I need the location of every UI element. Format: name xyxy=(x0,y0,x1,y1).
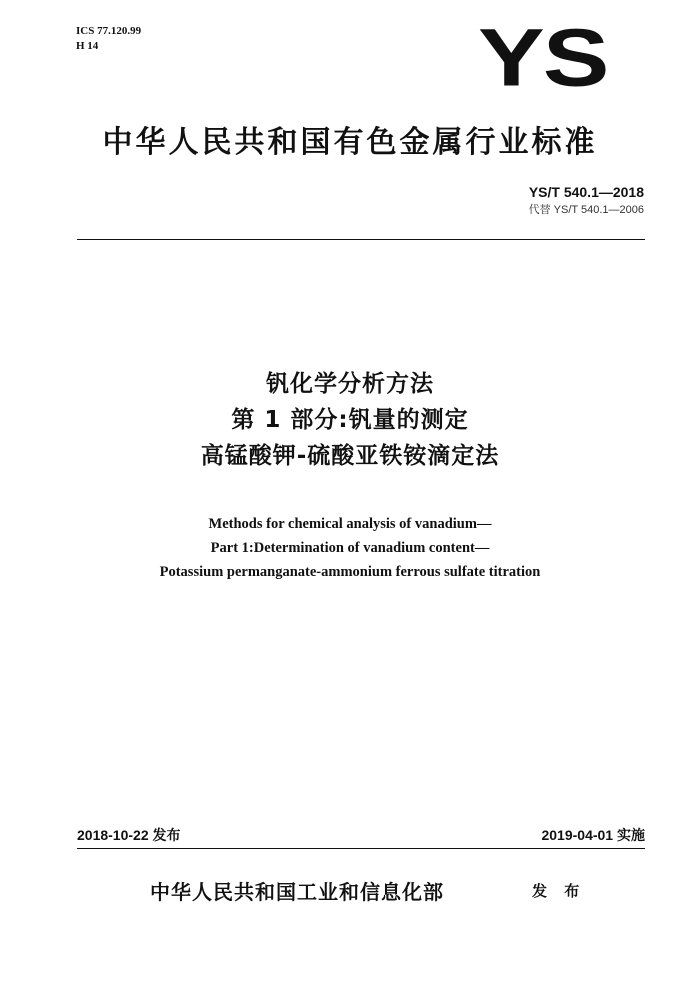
issue-date: 2018-10-22 发布 xyxy=(77,827,181,843)
chinese-title-line-3: 高锰酸钾-硫酸亚铁铵滴定法 xyxy=(200,443,500,469)
ccs-code: H 14 xyxy=(76,40,99,52)
chinese-title xyxy=(0,366,700,474)
dates-row xyxy=(77,825,645,845)
publisher-name: 中华人民共和国工业和信息化部 xyxy=(150,880,444,904)
ics-code: ICS 77.120.99 xyxy=(76,25,142,37)
classification-codes xyxy=(76,24,141,54)
replaces-standard: 代替 YS/T 540.1—2006 xyxy=(528,204,644,216)
ys-logo: YS xyxy=(478,11,608,104)
top-divider xyxy=(77,239,645,240)
standard-number: YS/T 540.1—2018 xyxy=(528,184,644,200)
chinese-title-line-1: 钒化学分析方法 xyxy=(266,371,434,397)
chinese-title-line-2: 第 1 部分:钒量的测定 xyxy=(231,407,469,433)
org-title: 中华人民共和国有色金属行业标准 xyxy=(102,125,598,160)
english-title-line-3: Potassium permanganate-ammonium ferrous sulfate titration xyxy=(159,564,541,580)
standard-number-block xyxy=(529,182,644,218)
bottom-divider xyxy=(77,848,645,849)
implementation-date: 2019-04-01 实施 xyxy=(541,827,645,843)
english-title-line-2: Part 1:Determination of vanadium content— xyxy=(210,540,490,556)
english-title xyxy=(0,512,700,584)
english-title-line-1: Methods for chemical analysis of vanadium— xyxy=(208,516,492,532)
publish-label: 发 布 xyxy=(532,882,586,900)
